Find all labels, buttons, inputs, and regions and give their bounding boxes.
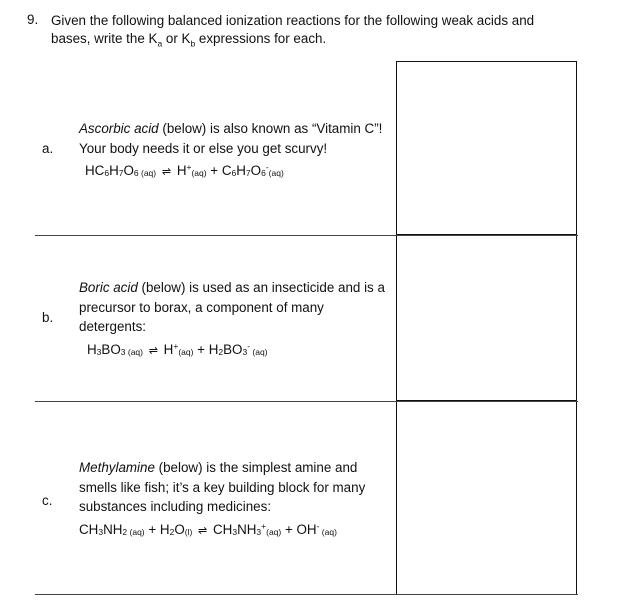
item-a-description: Ascorbic acid (below) is also known as “Vitamin C”! Your body needs it or else you get scurvy! $HC_6H_7O_6$ $_{(aq)}$ ⇌ $H^+_{(aq)} + C_6H_7O_6^-_{(aq)}$ [79, 119, 394, 184]
equilibrium-arrow-icon: ⇌ [161, 166, 172, 178]
item-c-name: Methylamine [79, 460, 155, 475]
answer-box-c[interactable] [396, 400, 577, 595]
answer-box-b[interactable] [396, 234, 577, 402]
separator-line [35, 401, 578, 402]
question-prompt [51, 12, 596, 53]
question-number: 9. [27, 12, 39, 27]
item-a-equation: $HC_6H_7O_6$ $_{(aq)}$ ⇌ $H^+_{(aq)} + C_6H_7O_6^-_{(aq)}$ [85, 162, 284, 178]
prompt-line-2: bases, write the $K_a$ or $K_b$ expressions for each. [51, 31, 327, 49]
prompt-line-1: Given the following balanced ionization reactions for the following weak acids and [51, 13, 535, 28]
item-letter-a: a. [42, 141, 54, 156]
answer-box-a[interactable] [396, 61, 577, 236]
item-c-equation: $CH_3NH_2$ $_{(aq)} + H_2O_{(l)}$ ⇌ $CH_3NH_3^+_{(aq)} + OH^-$ $_{(aq)}$ [79, 520, 337, 537]
item-a-name: Ascorbic acid [79, 121, 159, 136]
item-b-name: Boric acid [79, 280, 138, 295]
item-b-equation: $H_3BO_3$ $_{(aq)}$ ⇌ $H^+_{(aq)} + H_2BO_3^-$ $_{(aq)}$ [87, 340, 268, 357]
item-c-description: Methylamine (below) is the simplest amine and smells like fish; it’s a key building block for many substances including medicines: $CH_3NH_2$ $_{(aq)} + H_2O_{(l)}$ ⇌ $CH_3NH_3^+_{(aq)} + OH^-$ $_{(aq)}$ [79, 458, 394, 542]
item-b-description: Boric acid (below) is used as an insecticide and is a precursor to borax, a component of many detergents: $H_3BO_3$ $_{(aq)}$ ⇌ $H^+_{(aq)} + H_2BO_3^-$ $_{(aq)}$ [79, 278, 394, 362]
separator-line [35, 594, 578, 595]
equilibrium-arrow-icon: ⇌ [148, 344, 158, 357]
equilibrium-arrow-icon: ⇌ [198, 524, 208, 537]
item-letter-b: b. [42, 310, 54, 325]
separator-line [35, 235, 578, 236]
item-letter-c: c. [42, 493, 53, 508]
